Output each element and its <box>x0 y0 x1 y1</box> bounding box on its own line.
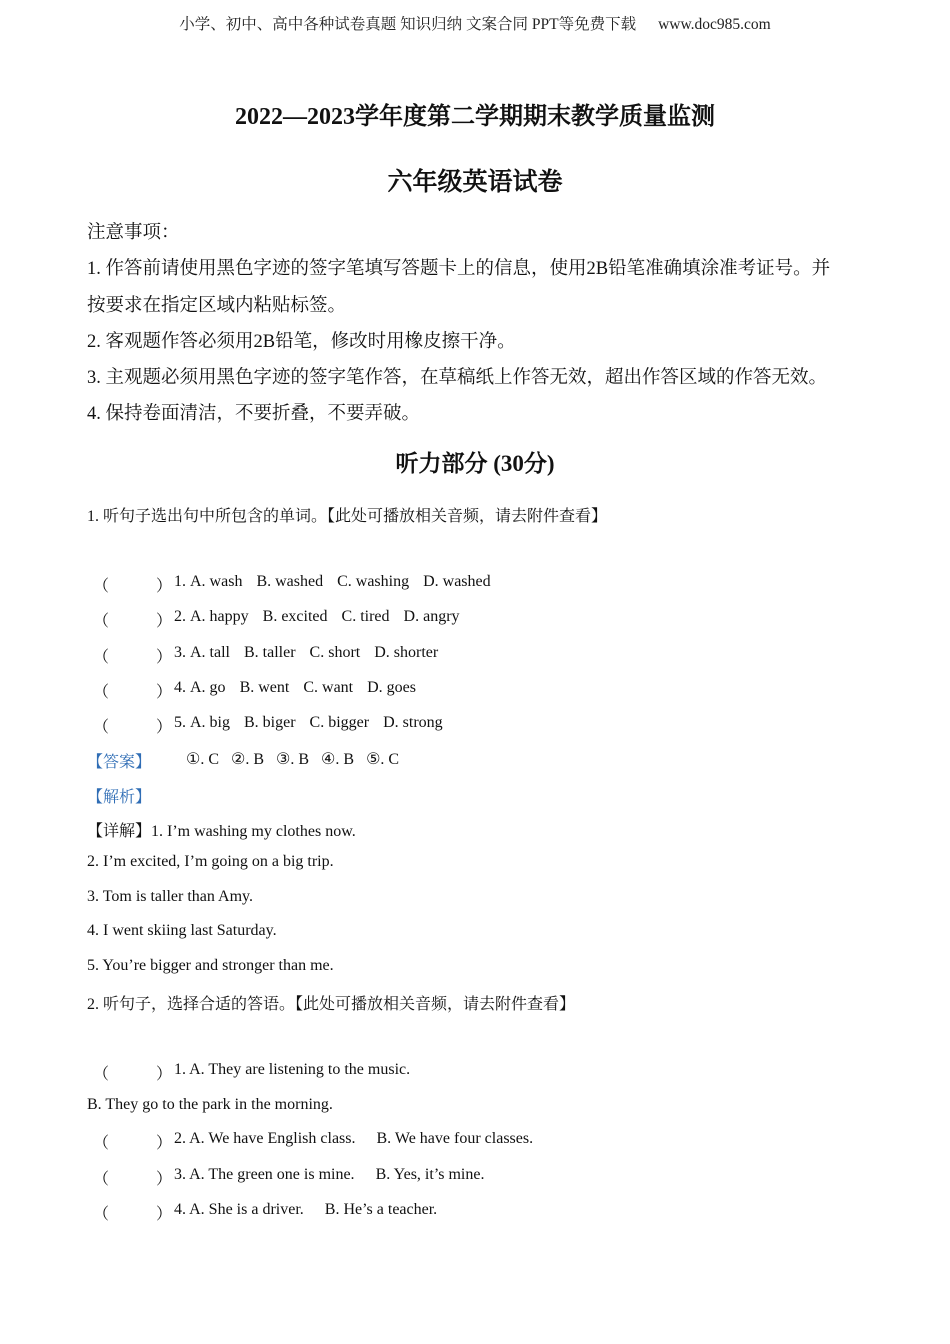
option-a: 2. A. We have English class. <box>174 1130 356 1147</box>
answer-paren-close: ） <box>156 1135 173 1152</box>
notes-heading: 注意事项： <box>87 223 180 243</box>
question-1-options <box>174 573 505 591</box>
question-1-options <box>174 714 457 732</box>
answer-paren-open[interactable]: （ <box>93 649 110 666</box>
item-number: 3. <box>174 644 186 661</box>
option-b: B. We have four classes. <box>376 1130 534 1147</box>
option-c: C. want <box>303 679 354 696</box>
header-tagline: 小学、初中、高中各种试卷真题 知识归纳 文案合同 PPT等免费下载 <box>179 16 637 33</box>
answer-item: ⑤. C <box>366 751 400 768</box>
option-a: 3. A. The green one is mine. <box>174 1166 355 1183</box>
detail-line: 2. I’m excited, I’m going on a big trip. <box>87 853 334 870</box>
answer-paren-close: ） <box>156 1066 173 1083</box>
answer-paren-open[interactable]: （ <box>93 613 110 630</box>
question-2-item-3 <box>174 1166 484 1184</box>
note-line-1b: 按要求在指定区域内粘贴标签。 <box>87 296 347 316</box>
note-line-2: 2. 客观题作答必须用2B铅笔，修改时用橡皮擦干净。 <box>87 332 516 352</box>
section-title: 听力部分 (30分) <box>395 451 555 476</box>
option-d: D. angry <box>403 608 460 625</box>
item-number: 1. <box>174 573 186 590</box>
option-b: B. taller <box>244 644 296 661</box>
answer-item: ③. B <box>276 751 310 768</box>
note-line-4: 4. 保持卷面清洁，不要折叠，不要弄破。 <box>87 404 421 424</box>
answer-paren-open[interactable]: （ <box>93 684 110 701</box>
answer-paren-open[interactable]: （ <box>93 578 110 595</box>
answer-paren-close: ） <box>156 613 173 630</box>
answer-paren-close: ） <box>156 684 173 701</box>
question-1-options <box>174 608 474 626</box>
option-a: A. tall <box>190 644 230 661</box>
answer-label: 【答案】 <box>87 754 152 771</box>
answer-paren-close: ） <box>156 649 173 666</box>
item-number: 5. <box>174 714 186 731</box>
option-c: C. short <box>309 644 361 661</box>
question-1-options <box>174 679 430 697</box>
answer-item: ①. C <box>186 751 220 768</box>
option-c: C. tired <box>341 608 390 625</box>
answer-paren-close: ） <box>156 578 173 595</box>
answer-paren-open[interactable]: （ <box>93 1171 110 1188</box>
detail-line: 4. I went skiing last Saturday. <box>87 922 277 939</box>
option-d: D. goes <box>367 679 417 696</box>
question-2-item-1: 1. A. They are listening to the music. <box>174 1061 411 1078</box>
answer-item: ④. B <box>321 751 355 768</box>
question-1-prompt: 1. 听句子选出句中所包含的单词。【此处可播放相关音频，请去附件查看】 <box>87 508 608 525</box>
item-number: 4. <box>174 679 186 696</box>
note-line-1a: 1. 作答前请使用黑色字迹的签字笔填写答题卡上的信息，使用2B铅笔准确填涂准考证号。并 <box>87 259 831 279</box>
answer-key <box>186 749 411 769</box>
exam-subtitle: 六年级英语试卷 <box>387 169 563 196</box>
question-2-item-1-option-b: B. They go to the park in the morning. <box>87 1096 333 1113</box>
question-2-item-4 <box>174 1201 437 1219</box>
option-b: B. washed <box>256 573 324 590</box>
answer-paren-open[interactable]: （ <box>93 719 110 736</box>
answer-paren-close: ） <box>156 1171 173 1188</box>
answer-paren-open[interactable]: （ <box>93 1135 110 1152</box>
option-c: C. washing <box>337 573 410 590</box>
answer-paren-open[interactable]: （ <box>93 1206 110 1223</box>
analysis-label: 【解析】 <box>87 789 152 806</box>
option-b: B. excited <box>262 608 328 625</box>
option-b: B. He’s a teacher. <box>324 1201 438 1218</box>
question-2-prompt: 2. 听句子，选择合适的答语。【此处可播放相关音频，请去附件查看】 <box>87 996 576 1013</box>
note-line-3: 3. 主观题必须用黑色字迹的签字笔作答，在草稿纸上作答无效，超出作答区域的作答无效。 <box>87 368 828 388</box>
option-b: B. biger <box>244 714 296 731</box>
page-header <box>0 12 950 34</box>
detail-line: 【详解】1. I’m washing my clothes now. <box>87 823 356 840</box>
answer-item: ②. B <box>231 751 265 768</box>
option-b: B. went <box>239 679 290 696</box>
option-c: C. bigger <box>309 714 370 731</box>
option-a: A. wash <box>190 573 243 590</box>
header-site[interactable]: www.doc985.com <box>658 16 771 33</box>
detail-line: 5. You’re bigger and stronger than me. <box>87 957 334 974</box>
answer-paren-open[interactable]: （ <box>93 1066 110 1083</box>
option-d: D. strong <box>383 714 443 731</box>
option-b: B. Yes, it’s mine. <box>375 1166 485 1183</box>
answer-paren-close: ） <box>156 719 173 736</box>
question-1-options <box>174 644 452 662</box>
option-d: D. washed <box>423 573 491 590</box>
option-a: A. happy <box>190 608 249 625</box>
detail-line: 3. Tom is taller than Amy. <box>87 888 253 905</box>
question-2-item-2 <box>174 1130 533 1148</box>
item-number: 2. <box>174 608 186 625</box>
option-d: D. shorter <box>374 644 439 661</box>
option-a: A. go <box>190 679 226 696</box>
option-a: 4. A. She is a driver. <box>174 1201 304 1218</box>
answer-paren-close: ） <box>156 1206 173 1223</box>
exam-title: 2022—2023学年度第二学期期末教学质量监测 <box>235 104 715 130</box>
option-a: A. big <box>190 714 230 731</box>
